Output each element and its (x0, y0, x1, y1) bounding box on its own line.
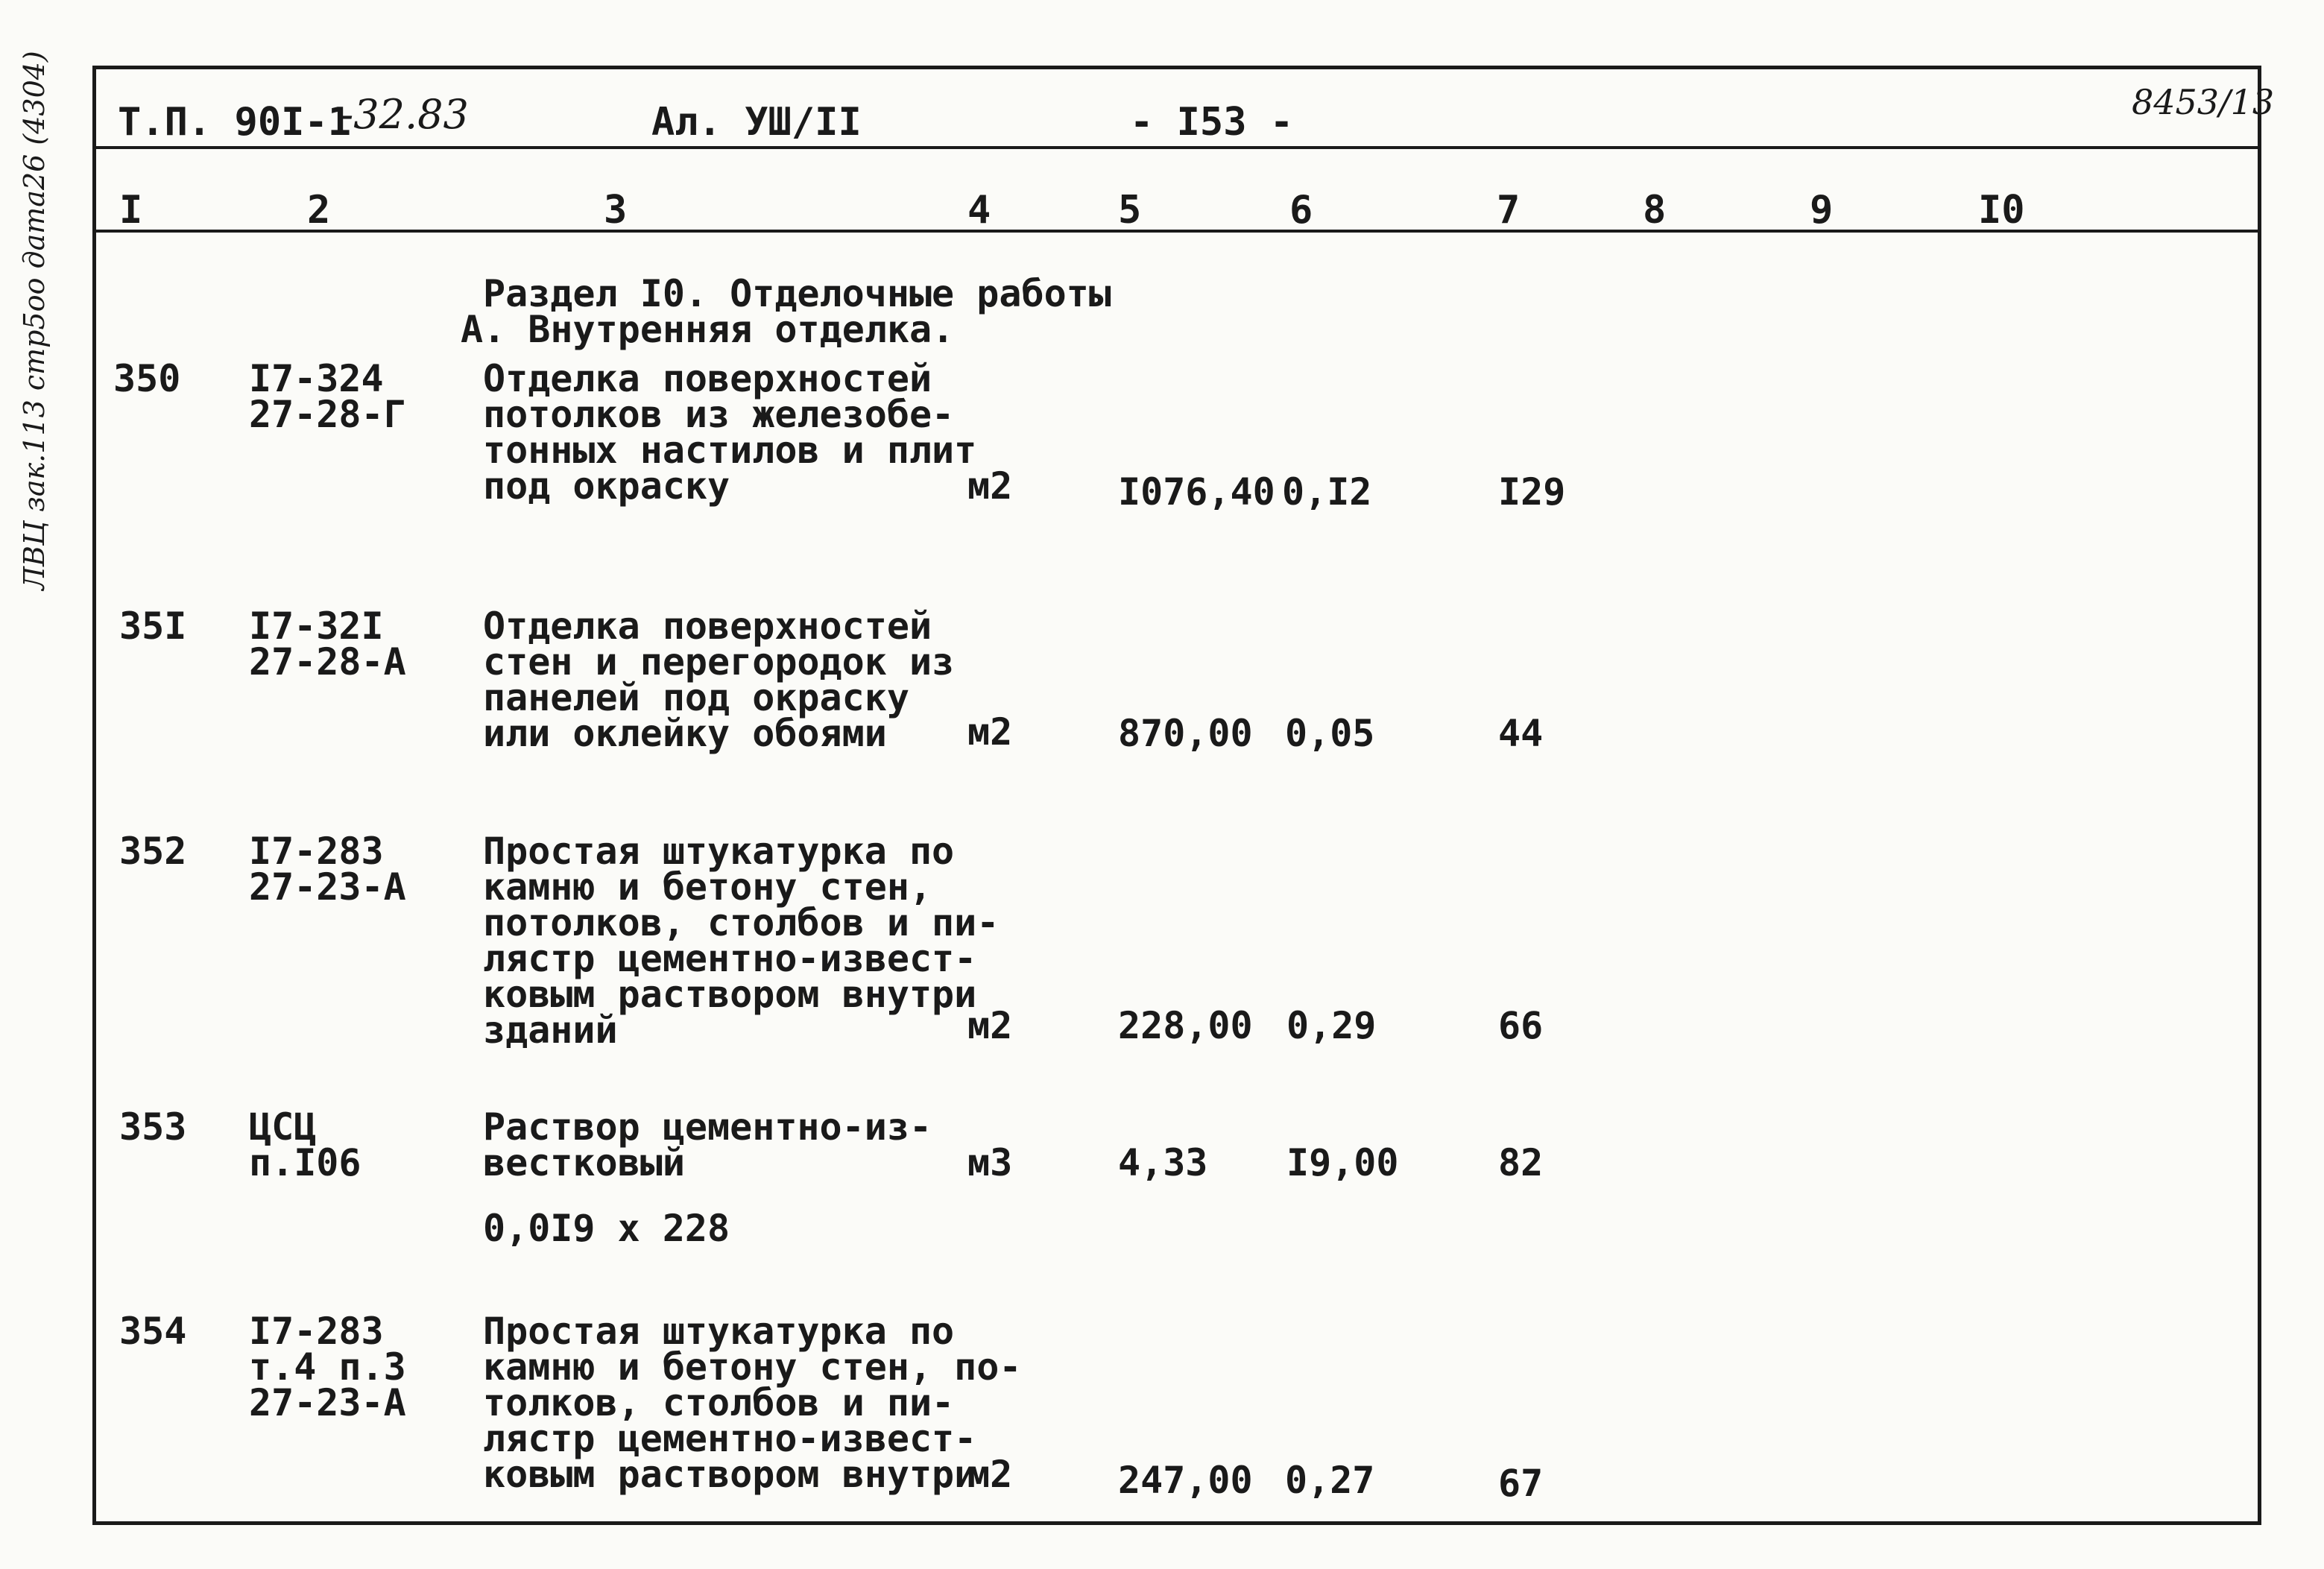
row-total: 82 (1498, 1141, 1544, 1184)
document-code: Т.П. 90I-1 (118, 100, 352, 145)
row-quantity: I076,40 (1118, 470, 1275, 514)
row-number: 354 (119, 1310, 187, 1353)
col-header-7: 7 (1497, 188, 1521, 233)
row-code: I7-283 т.4 п.3 27-23-А (249, 1310, 406, 1424)
col-header-1: I (119, 188, 143, 233)
row-unit: м2 (967, 710, 1013, 754)
section-subtitle: А. Внутренняя отделка. (461, 308, 955, 351)
row-code: I7-32I 27-28-А (249, 604, 406, 684)
col-header-9: 9 (1810, 188, 1834, 233)
row-total: 67 (1498, 1462, 1544, 1505)
row-calculation-note: 0,0I9 х 228 (483, 1207, 730, 1250)
col-header-3: 3 (604, 188, 628, 233)
row-number: 350 (113, 357, 181, 400)
column-header-rule (92, 230, 2261, 233)
row-quantity: 4,33 (1118, 1141, 1208, 1184)
row-description: Раствор цементно-из- вестковый (483, 1105, 932, 1184)
page-number: - I53 - (1130, 100, 1294, 145)
header-rule (92, 146, 2261, 149)
col-header-4: 4 (967, 188, 991, 233)
row-rate: 0,I2 (1282, 470, 1372, 514)
row-rate: 0,05 (1285, 712, 1375, 755)
row-rate: 0,29 (1286, 1004, 1377, 1047)
row-description: Простая штукатурка по камню и бетону стен, потолков, столбов и пи- лястр цементно-извест- ковым раствором внутри зданий (483, 830, 1000, 1052)
row-code: I7-283 27-23-А (249, 830, 406, 909)
row-total: I29 (1498, 470, 1566, 514)
row-unit: м2 (967, 464, 1013, 508)
row-total: 44 (1498, 712, 1544, 755)
col-header-2: 2 (307, 188, 331, 233)
row-rate: 0,27 (1285, 1459, 1375, 1502)
row-code: ЦСЦ п.I06 (249, 1105, 361, 1184)
row-number: 353 (119, 1105, 187, 1149)
row-unit: м2 (967, 1453, 1013, 1496)
row-description: Простая штукатурка по камню и бетону стен, по- толков, столбов и пи- лястр цементно-извест- ковым раствором внутри (483, 1310, 1022, 1496)
row-number: 352 (119, 830, 187, 873)
row-number: 35I (119, 604, 187, 648)
table-frame (92, 66, 2261, 1525)
row-quantity: 870,00 (1118, 712, 1253, 755)
row-code: I7-324 27-28-Г (249, 357, 406, 436)
row-description: Отделка поверхностей стен и перегородок из панелей под окраску или оклейку обоями (483, 604, 955, 755)
row-quantity: 228,00 (1118, 1004, 1253, 1047)
row-rate: I9,00 (1286, 1141, 1399, 1184)
col-header-5: 5 (1118, 188, 1142, 233)
col-header-10: I0 (1978, 188, 2025, 233)
archive-number: 8453/13 (2132, 82, 2275, 122)
row-unit: м2 (967, 1004, 1013, 1047)
row-total: 66 (1498, 1004, 1544, 1047)
margin-note: ЛВЦ зак.113 стр5оо дата26 (4304) (18, 51, 51, 590)
row-description: Отделка поверхностей потолков из железобе- тонных настилов и плит под окраску (483, 357, 977, 508)
col-header-6: 6 (1289, 188, 1313, 233)
col-header-8: 8 (1643, 188, 1667, 233)
section-title: Раздел I0. Отделочные работы (483, 272, 1111, 315)
row-quantity: 247,00 (1118, 1459, 1253, 1502)
sheet-reference: Ал. УШ/II (651, 100, 862, 145)
row-unit: м3 (967, 1141, 1013, 1184)
document-code-handwritten: -32.83 (340, 91, 469, 138)
